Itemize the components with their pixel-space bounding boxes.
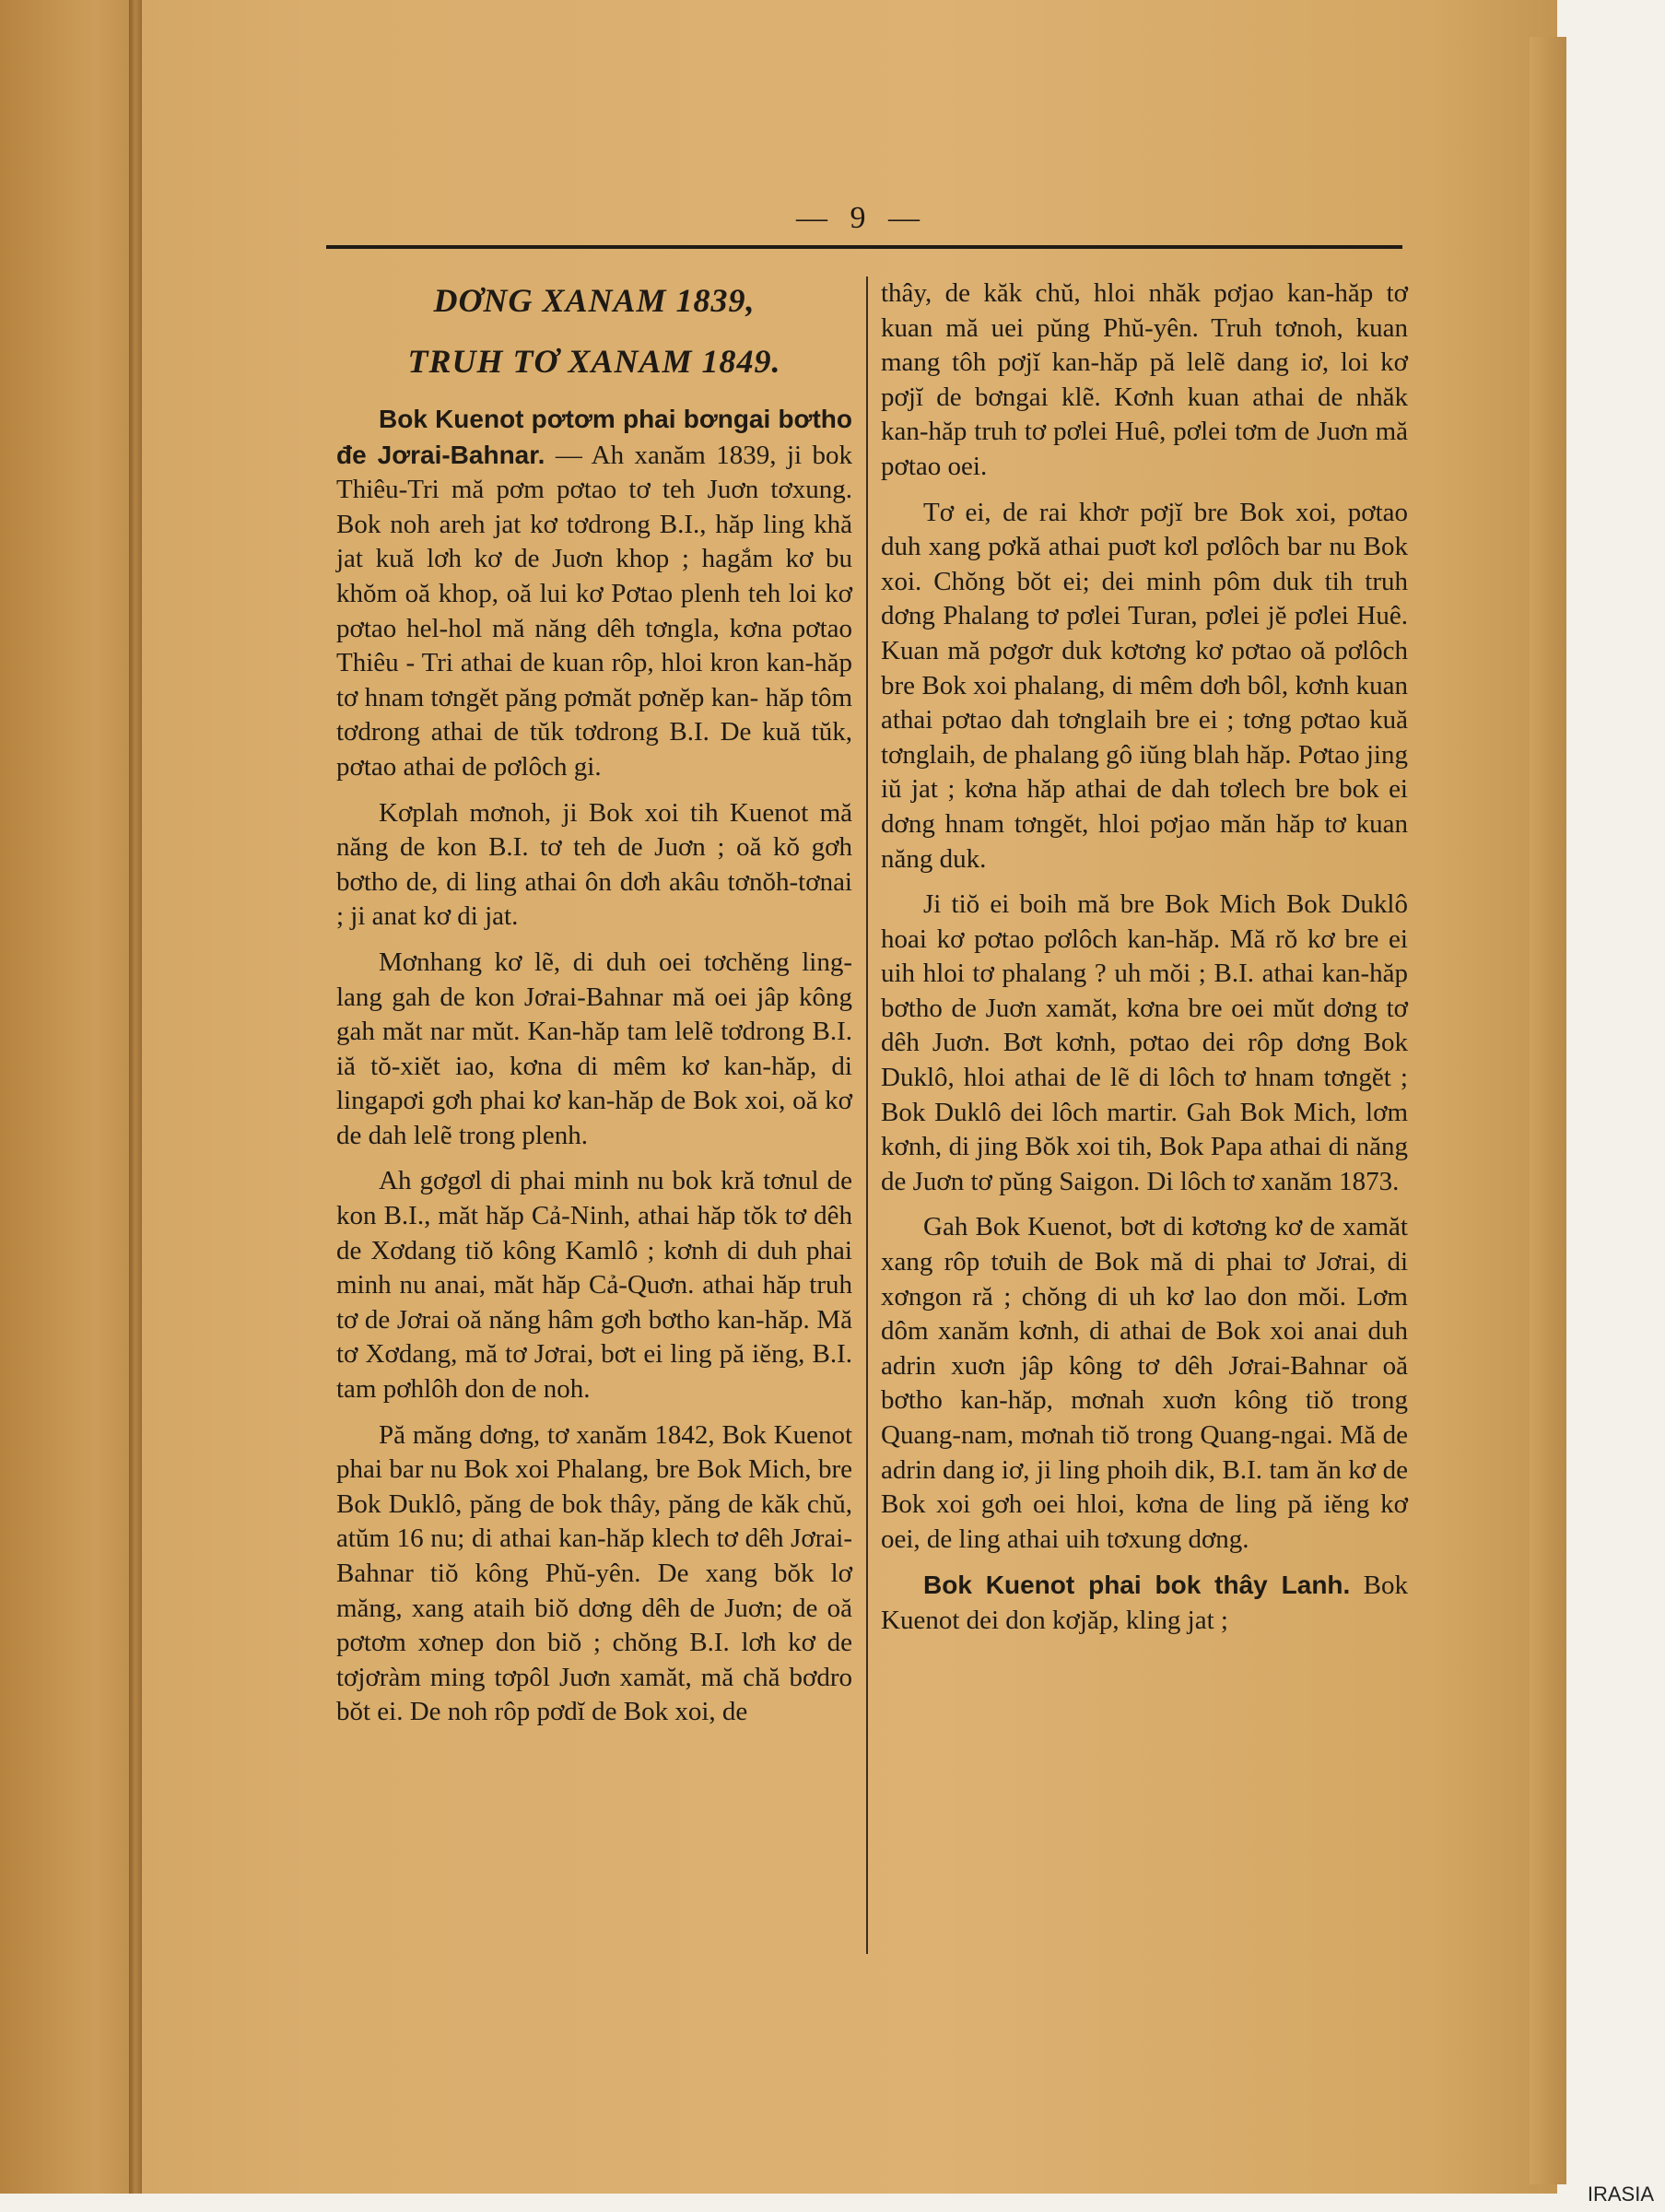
book-spine: [129, 0, 142, 2194]
paragraph: Gah Bok Kuenot, bơt di kơtơng kơ de xamăt xang rôp tơuih de Bok mă di phai tơ Jơrai, di xơngon ră ; chŏng di uh kơ lao don mŏi. Lơm dôm xanăm kơnh, di athai de Bok xoi anai duh adrin xuơn jâp kông tơ dêh Jơrai-Bahnar oă bơtho kan-hăp, mơnah xuơn kông tiŏ trong Quang-nam, mơnah tiŏ trong Quang-ngai. Mă de adrin dang iơ, ji ling phoih dik, B.I. tam ăn kơ de Bok xoi gơh oei hloi, kơna de ling pă iĕng kơ oei, de ling athai uih tơxung dơng.: [881, 1212, 1408, 1554]
header-rule: [326, 245, 1402, 249]
page-number: — 9 —: [796, 201, 927, 235]
paragraph: Pă măng dơng, tơ xanăm 1842, Bok Kuenot phai bar nu Bok xoi Phalang, bre Bok Mich, bre Bok Duklô, păng de bok thây, păng de kăk chŭ, atŭm 16 nu; di athai kan-hăp klech tơ dêh Jơrai-Bahnar tiŏ kông Phŭ-yên. De xang bŏk lơ măng, xang ataih biŏ dơng dêh de Juơn; de oă pơtơm xơnep don biŏ ; chŏng B.I. lơh kơ de tơjơràm ming tơpôl Juơn xamăt, mă chă bơdro bŏt ei. De noh rôp pơdĭ de Bok xoi, de: [336, 1419, 852, 1727]
paragraph: Mơnhang kơ lẽ, di duh oei tơchĕng ling-lang gah de kon Jơrai-Bahnar mă oei jâp kông gah măt nar mŭt. Kan-hăp tam lelẽ tơdrong B.I. iă tŏ-xiĕt iao, kơna di mêm kơ kan-hăp, di lingapơi gơh phai kơ kan-hăp de Bok xoi, oă kơ de dah lelẽ trong plenh.: [336, 947, 852, 1150]
paragraph-lead: Bok Kuenot phai bok thây Lanh.: [923, 1571, 1351, 1600]
page-right-edge: [1530, 37, 1566, 2184]
paragraph: Ah gơgơl di phai minh nu bok kră tơnul de kon B.I., măt hăp Cả-Ninh, athai hăp tŏk tơ dêh de Xơdang tiŏ kông Kamlô ; kơnh di duh phai minh nu anai, măt hăp Cả-Quơn. athai hăp truh tơ de Jơrai oă năng hâm gơh bơtho kan-hăp. Mă tơ Xơdang, mă tơ Jơrai, bơt ei ling pă iĕng, B.I. tam pơhlôh don de noh.: [336, 1166, 852, 1405]
paragraph: [881, 1568, 1408, 1638]
column-divider: [866, 276, 868, 1954]
title-line-1: DƠNG XANAM 1839,: [433, 282, 756, 319]
previous-page-edge: [0, 0, 136, 2194]
paragraph: [336, 402, 852, 785]
page-header: [322, 201, 1401, 247]
watermark-label: IRASIA: [1587, 2183, 1654, 2206]
left-column: [336, 276, 852, 1741]
right-column: [881, 276, 1408, 1650]
paragraph-text: — Ah xanăm 1839, ji bok Thiêu-Tri mă pơm pơtao tơ teh Juơn tơxung. Bok noh areh jat kơ tơdrong B.I., hăp ling khă jat kuă lơh kơ de Juơn khop ; hagắm kơ bu khŏm oă khop, oă lui kơ Pơtao plenh teh loi kơ pơtao hel-hol mă năng dêh tơngla, kơna pơtao Thiêu - Tri athai de kuan rôp, hloi kron kan-hăp tơ hnam tơngĕt păng pơmăt pơnĕp kan- hăp tôm tơdrong athai de tŭk tơdrong B.I. De kuă tŭk, pơtao athai de pơlôch gi.: [336, 440, 852, 782]
paragraph: Tơ ei, de rai khơr pơjĭ bre Bok xoi, pơtao duh xang pơkă athai puơt kơl pơlôch bar nu Bok xoi. Chŏng bŏt ei; dei minh pôm duk tih truh dơng Phalang tơ pơlei Turan, pơlei jĕ pơlei Huê. Kuan mă pơgơr duk kơtơng kơ pơtao oă pơlôch bre Bok xoi phalang, di mêm dơh bôl, kơnh kuan athai pơtao dah tơnglaih bre ei ; tơng pơtao kuă tơnglaih, de phalang gô iŭng blah hăp. Pơtao jing iŭ jat ; kơna hăp athai de dah tơlech bre bok ei dơng hnam tơngĕt, hloi pơjao măn hăp tơ kuan năng duk.: [881, 497, 1408, 874]
title-line-2: TRUH TƠ XANAM 1849.: [407, 343, 781, 380]
paragraph: Ji tiŏ ei boih mă bre Bok Mich Bok Duklô hoai kơ pơtao pơlôch kan-hăp. Mă rŏ kơ bre ei uih hloi tơ phalang ? uh mŏi ; B.I. athai kan-hăp bơtho de Juơn xamăt, kơna bre oei mŭt dơng tơ dêh Juơn. Bơt kơnh, pơtao dei rôp dơng Bok Duklô, hloi athai de lẽ di lôch tơ hnam tơngĕt ; Bok Duklô dei lôch martir. Gah Bok Mich, lơm kơnh, di jing Bŏk xoi tih, Bok Papa athai di năng de Juơn tơ pŭng Saigon. Di lôch tơ xanăm 1873.: [881, 889, 1408, 1196]
paragraph-lead: Bok Kuenot pơtơm phai bơngai bơtho đe Jơrai-Bahnar.: [336, 405, 852, 469]
paragraph-text: Bok Kuenot dei don kơjăp, kling jat ;: [881, 1571, 1409, 1635]
paragraph: thây, de kăk chŭ, hloi nhăk pơjao kan-hăp tơ kuan mă uei pŭng Phŭ-yên. Truh tơnoh, kuan mang tôh pơjĭ kan-hăp pă lelẽ dang iơ, loi kơ pơjĭ de bơngai klẽ. Kơnh kuan athai de nhăk kan-hăp truh tơ pơlei Huê, pơlei tơm de Juơn mă pơtao oei.: [881, 278, 1408, 481]
paragraph: Kơplah mơnoh, ji Bok xoi tih Kuenot mă năng de kon B.I. tơ teh de Juơn ; oă kŏ gơh bơtho de, di ling athai ôn dơh akâu tơnŏh-tơnai ; ji anat kơ di jat.: [336, 797, 852, 932]
